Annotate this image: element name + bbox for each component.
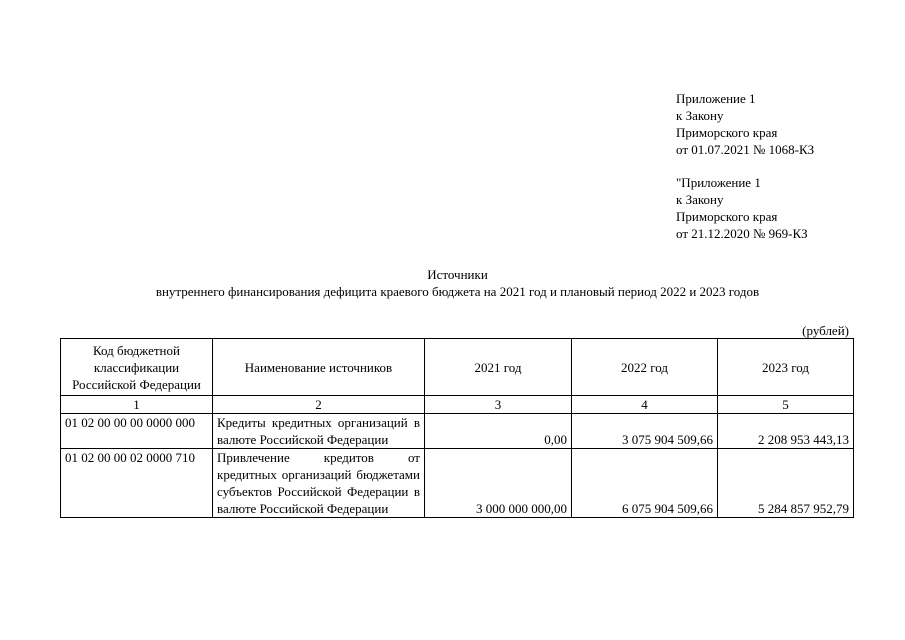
column-number: 2 — [213, 396, 425, 414]
title-line-2: внутреннего финансирования дефицита краевого бюджета на 2021 год и плановый период 2022 и 2023 годов — [155, 284, 760, 299]
row-amount-2021: 0,00 — [425, 414, 572, 449]
column-number: 3 — [425, 396, 572, 414]
document-title — [60, 266, 855, 300]
appendix-line: к Закону — [676, 192, 724, 207]
row-amount-2023: 5 284 857 952,79 — [718, 449, 854, 518]
appendix-line: от 01.07.2021 № 1068-КЗ — [676, 142, 815, 157]
row-code: 01 02 00 00 00 0000 000 — [61, 414, 213, 449]
header-code: Код бюджетной классификации Российской Федерации — [61, 339, 213, 396]
appendix-header — [676, 90, 876, 242]
appendix-line: от 21.12.2020 № 969-КЗ — [676, 226, 808, 241]
column-number: 5 — [718, 396, 854, 414]
row-amount-2021: 3 000 000 000,00 — [425, 449, 572, 518]
column-number: 4 — [572, 396, 718, 414]
header-name: Наименование источников — [213, 339, 425, 396]
header-2021: 2021 год — [425, 339, 572, 396]
row-code: 01 02 00 00 02 0000 710 — [61, 449, 213, 518]
row-name: Привлечение кредитов от кредитных организаций бюджетами субъектов Российской Федерации в валюте Российской Федерации — [213, 449, 425, 518]
appendix-line: Приложение 1 — [676, 91, 756, 106]
column-number: 1 — [61, 396, 213, 414]
header-2022: 2022 год — [572, 339, 718, 396]
appendix-line: Приморского края — [676, 125, 778, 140]
row-amount-2023: 2 208 953 443,13 — [718, 414, 854, 449]
appendix-original-block — [676, 174, 876, 242]
title-line-1: Источники — [427, 267, 488, 282]
column-number-row — [61, 396, 854, 414]
appendix-line: "Приложение 1 — [676, 175, 761, 190]
row-name: Кредиты кредитных организаций в валюте Российской Федерации — [213, 414, 425, 449]
row-amount-2022: 3 075 904 509,66 — [572, 414, 718, 449]
table-row — [61, 414, 854, 449]
table-row — [61, 449, 854, 518]
appendix-line: Приморского края — [676, 209, 778, 224]
table-header-row — [61, 339, 854, 396]
units-label: (рублей) — [802, 323, 849, 338]
financing-sources-table — [60, 338, 854, 518]
appendix-line: к Закону — [676, 108, 724, 123]
row-amount-2022: 6 075 904 509,66 — [572, 449, 718, 518]
appendix-current-block — [676, 90, 876, 158]
header-2023: 2023 год — [718, 339, 854, 396]
